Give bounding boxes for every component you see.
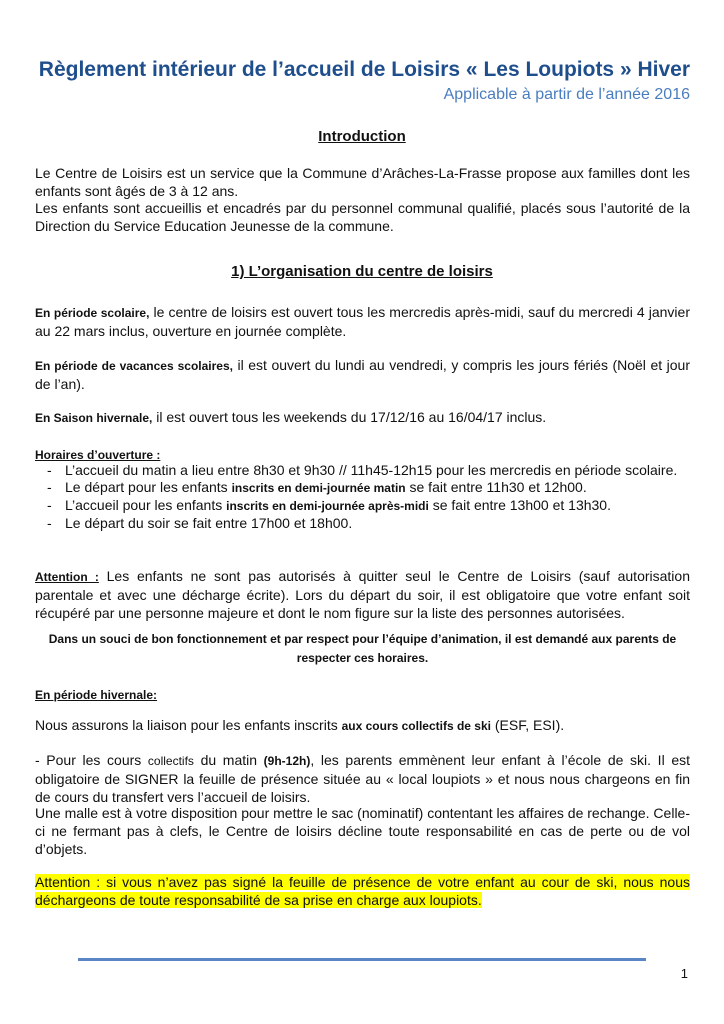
- cours-text: , les parents emmènent leur enfant à l’école de ski. Il est obligatoire de SIGNER la feuille de présence située au « local loupiots » et nous nous chargeons en fin de cours du transfert vers l’accueil de loisirs.: [35, 752, 690, 805]
- saison-text: il est ouvert tous les weekends du 17/12/16 au 16/04/17 inclus.: [152, 409, 547, 425]
- intro-paragraph-2: Les enfants sont accueillis et encadrés par du personnel communal qualifié, placés sous l’autorité de la Direction du Service Education Jeunesse de la commune.: [35, 200, 690, 234]
- vacances-paragraph: [35, 356, 690, 393]
- cours-collectifs: collectifs: [147, 754, 194, 768]
- heading-organisation: 1) L’organisation du centre de loisirs: [231, 263, 493, 280]
- horaire-text: Le départ pour les enfants: [65, 479, 232, 495]
- horaire-text: L’accueil du matin a lieu entre 8h30 et 9h30 // 11h45-12h15 pour les mercredis en période scolaire.: [65, 462, 678, 478]
- hivernale-label-line: [35, 685, 690, 704]
- footer-rule: [78, 958, 646, 961]
- horaires-label: Horaires d’ouverture :: [35, 448, 161, 462]
- attention-paragraph: [35, 567, 690, 622]
- liaison-text: Nous assurons la liaison pour les enfants inscrits: [35, 717, 342, 733]
- document-title: Règlement intérieur de l’accueil de Loisirs « Les Loupiots » Hiver: [38, 58, 690, 81]
- attention-text: Les enfants ne sont pas autorisés à quitter seul le Centre de Loisirs (sauf autorisation parentale et avec une décharge écrite). Lors du départ du soir, il est obligatoire que votre enfant soit récupéré par une personne majeure et dont le nom figure sur la liste des personnes autorisées.: [35, 568, 690, 621]
- periode-scolaire-paragraph: [35, 303, 690, 340]
- horaire-text: L’accueil pour les enfants: [65, 497, 227, 513]
- horaire-text: Le départ du soir se fait entre 17h00 et 18h00.: [65, 515, 353, 531]
- cours-paragraph: [35, 751, 690, 806]
- periode-scolaire-label: En période scolaire,: [35, 306, 150, 320]
- warning-highlight: Attention : si vous n’avez pas signé la feuille de présence de votre enfant au cour de ski, nous nous déchargeons de toute responsabilité de sa prise en charge aux loupiots.: [35, 874, 690, 908]
- malle-paragraph: Une malle est à votre disposition pour mettre le sac (nominatif) contentant les affaires de rechange. Celle-ci ne fermant pas à clefs, le Centre de loisirs décline toute responsabilité en cas de perte ou de vol d’objets.: [35, 805, 690, 857]
- cours-text: du matin: [193, 752, 264, 768]
- liaison-text: (ESF, ESI).: [491, 717, 565, 733]
- horaires-notice: Dans un souci de bon fonctionnement et par respect pour l’équipe d’animation, il est demandé aux parents de respecter ces horaires.: [48, 632, 677, 665]
- periode-scolaire-text: le centre de loisirs est ouvert tous les mercredis après-midi, sauf du mercredi 4 janvier au 22 mars inclus, ouverture en journée complète.: [35, 304, 690, 339]
- horaire-text: se fait entre 11h30 et 12h00.: [405, 479, 587, 495]
- liaison-paragraph: [35, 716, 690, 735]
- list-item: [35, 462, 690, 479]
- list-item: [35, 497, 690, 515]
- cours-text: - Pour les cours: [35, 752, 148, 768]
- horaire-text: se fait entre 13h00 et 13h30.: [428, 497, 611, 513]
- warning-paragraph: [35, 873, 690, 909]
- vacances-text: il est ouvert du lundi au vendredi, y compris les jours fériés (Noël et jour de l’an).: [35, 357, 690, 392]
- list-item: [35, 479, 690, 497]
- attention-label: Attention :: [35, 570, 99, 584]
- horaire-emphasis: inscrits en demi-journée après-midi: [226, 499, 429, 513]
- page-number: 1: [680, 966, 688, 981]
- vacances-label: En période de vacances scolaires,: [35, 359, 233, 373]
- horaires-list: [35, 462, 690, 532]
- document-subtitle: Applicable à partir de l’année 2016: [443, 86, 690, 103]
- list-item: [35, 515, 690, 532]
- horaire-emphasis: inscrits en demi-journée matin: [231, 481, 406, 495]
- saison-label: En Saison hivernale,: [35, 411, 153, 425]
- intro-paragraph-1: Le Centre de Loisirs est un service que la Commune d’Arâches-La-Frasse propose aux familles dont les enfants sont âgés de 3 à 12 ans.: [35, 165, 690, 199]
- saison-paragraph: [35, 408, 690, 427]
- liaison-emphasis: aux cours collectifs de ski: [341, 719, 491, 733]
- heading-introduction: Introduction: [318, 128, 406, 145]
- hivernale-label: En période hivernale:: [35, 688, 158, 702]
- cours-hours: (9h-12h): [263, 754, 311, 768]
